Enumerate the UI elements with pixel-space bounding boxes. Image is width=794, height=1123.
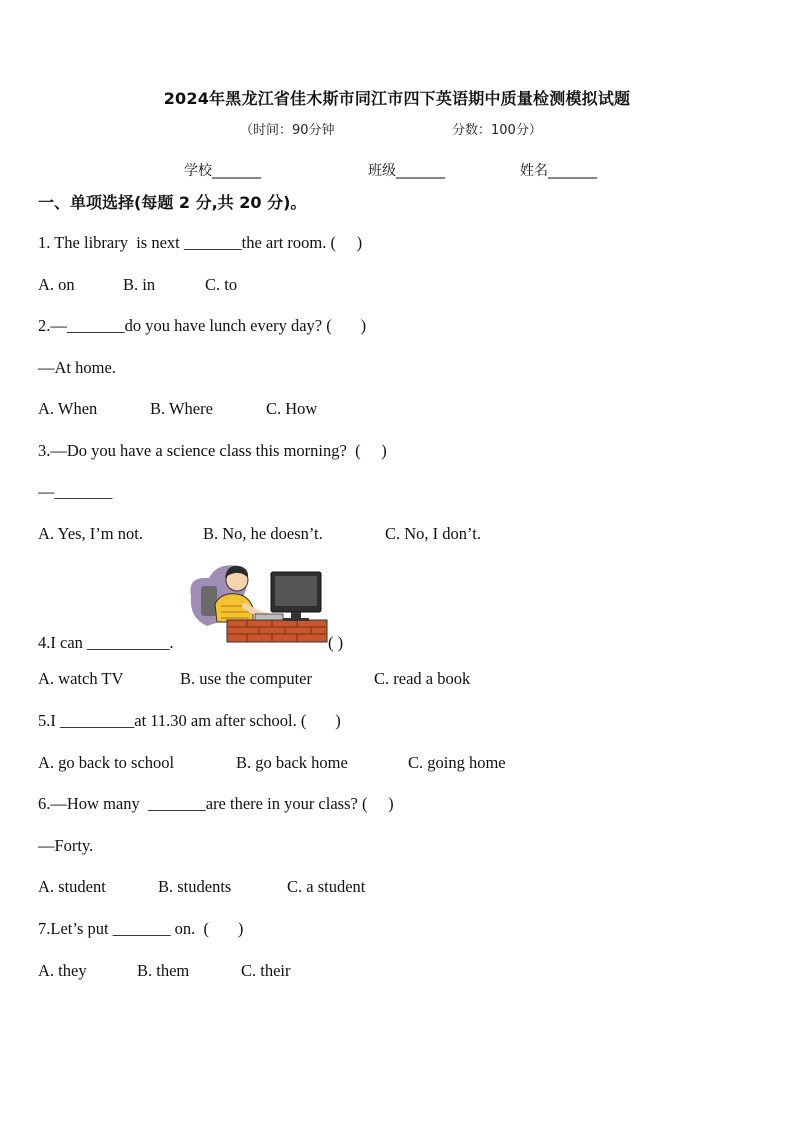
q4-bracket: ( ) <box>328 633 344 652</box>
q5-option-b: B. go back home <box>236 753 348 772</box>
question-2: 2.—_______do you have lunch every day? ( ) <box>38 316 367 335</box>
question-4: 4.I can __________. <box>38 633 174 652</box>
boy-using-computer-illustration <box>187 556 329 646</box>
q3-option-a: A. Yes, I’m not. <box>38 524 143 543</box>
q2-option-b: B. Where <box>150 399 213 418</box>
q5-option-c: C. going home <box>408 753 506 772</box>
exam-score: 分数：100分） <box>452 123 542 138</box>
q7-option-a: A. they <box>38 961 87 980</box>
exam-time: （时间：90分钟 <box>240 123 335 138</box>
q1-option-c: C. to <box>205 275 238 294</box>
question-6: 6.—How many _______are there in your class? ( ) <box>38 794 394 813</box>
q4-option-b: B. use the computer <box>180 669 312 688</box>
school-field: 学校_______ <box>184 163 261 179</box>
q6-option-a: A. student <box>38 877 106 896</box>
question-7: 7.Let’s put _______ on. ( ) <box>38 919 244 938</box>
name-field: 姓名_______ <box>520 163 597 179</box>
question-5: 5.I _________at 11.30 am after school. ( ) <box>38 711 341 730</box>
q3-option-b: B. No, he doesn’t. <box>203 524 323 543</box>
q6-reply: —Forty. <box>38 836 94 855</box>
question-3: 3.—Do you have a science class this morning? ( ) <box>38 441 387 460</box>
q2-option-c: C. How <box>266 399 318 418</box>
q2-reply: —At home. <box>38 358 116 377</box>
q6-option-c: C. a student <box>287 877 366 896</box>
q1-option-a: A. on <box>38 275 75 294</box>
q2-option-a: A. When <box>38 399 98 418</box>
q7-option-c: C. their <box>241 961 291 980</box>
q4-option-c: C. read a book <box>374 669 471 688</box>
q7-option-b: B. them <box>137 961 190 980</box>
q4-option-a: A. watch TV <box>38 669 124 688</box>
q6-option-b: B. students <box>158 877 232 896</box>
q3-reply: —_______ <box>38 482 113 501</box>
q1-option-b: B. in <box>123 275 156 294</box>
exam-title: 2024年黑龙江省佳木斯市同江市四下英语期中质量检测模拟试题 <box>163 89 631 108</box>
q3-option-c: C. No, I don’t. <box>385 524 481 543</box>
q5-option-a: A. go back to school <box>38 753 175 772</box>
question-1: 1. The library is next _______the art room. ( ) <box>38 233 363 252</box>
class-field: 班级_______ <box>368 163 445 179</box>
section-heading: 一、单项选择(每题 2 分,共 20 分)。 <box>38 193 307 212</box>
